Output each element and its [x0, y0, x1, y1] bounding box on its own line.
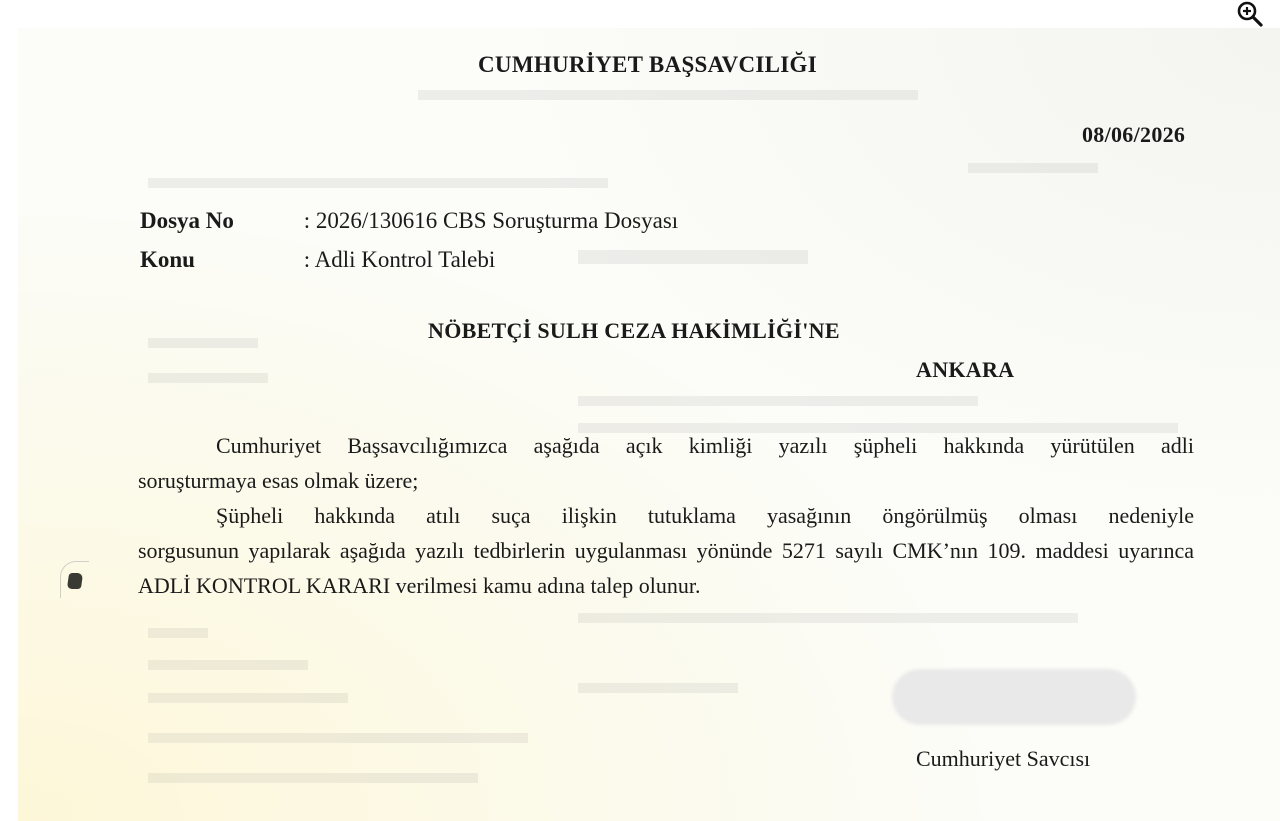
file-number-row: [140, 208, 678, 234]
scanned-page: [18, 28, 1280, 821]
bleed-through-mark: [578, 250, 808, 264]
bleed-through-mark: [578, 683, 738, 693]
paragraph-request: [138, 498, 1194, 603]
ink-smudge: [67, 573, 83, 589]
file-number-value: : 2026/130616 CBS Soruşturma Dosyası: [303, 208, 679, 233]
bleed-through-mark: [148, 373, 268, 383]
addressee: NÖBETÇİ SULH CEZA HAKİMLİĞİ'NE: [428, 318, 840, 343]
subject-label: Konu: [140, 247, 195, 272]
file-number-label: Dosya No: [140, 208, 234, 233]
bleed-through-mark: [418, 90, 918, 100]
subject-value: : Adli Kontrol Talebi: [303, 247, 496, 272]
bleed-through-mark: [148, 178, 608, 188]
bleed-through-mark: [578, 613, 1078, 623]
bleed-through-mark: [148, 660, 308, 670]
zoom-in-icon[interactable]: [1236, 0, 1264, 28]
bleed-through-mark: [148, 733, 528, 743]
bleed-through-mark: [968, 163, 1098, 173]
bleed-through-mark: [148, 693, 348, 703]
document-date: 08/06/2026: [1082, 122, 1186, 147]
paragraph-intro-line1: Cumhuriyet Başsavcılığımızca aşağıda açık kimliği yazılı şüpheli hakkında yürütülen adli: [216, 433, 1194, 458]
paragraph-request-line1: Şüpheli hakkında atılı suça ilişkin tutuklama yasağının öngörülmüş olması nedeniyle: [216, 503, 1194, 528]
bleed-through-mark: [148, 773, 478, 783]
document-title: CUMHURİYET BAŞSAVCILIĞI: [478, 52, 817, 77]
signature-title: Cumhuriyet Savcısı: [916, 746, 1091, 771]
bleed-through-mark: [148, 628, 208, 638]
bleed-through-mark: [578, 396, 978, 406]
addressee-city: ANKARA: [916, 357, 1015, 382]
redacted-signature: [892, 669, 1136, 725]
paragraph-intro-rest: soruşturmaya esas olmak üzere;: [138, 468, 419, 493]
paragraph-intro: [138, 428, 1194, 498]
subject-row: [140, 247, 495, 273]
bleed-through-mark: [148, 338, 258, 348]
paragraph-request-rest: sorgusunun yapılarak aşağıda yazılı tedbirlerin uygulanması yönünde 5271 sayılı CMK’nın 109. maddesi uyarınca ADLİ KONTROL KARARI verilmesi kamu adına talep olunur.: [138, 538, 1194, 598]
